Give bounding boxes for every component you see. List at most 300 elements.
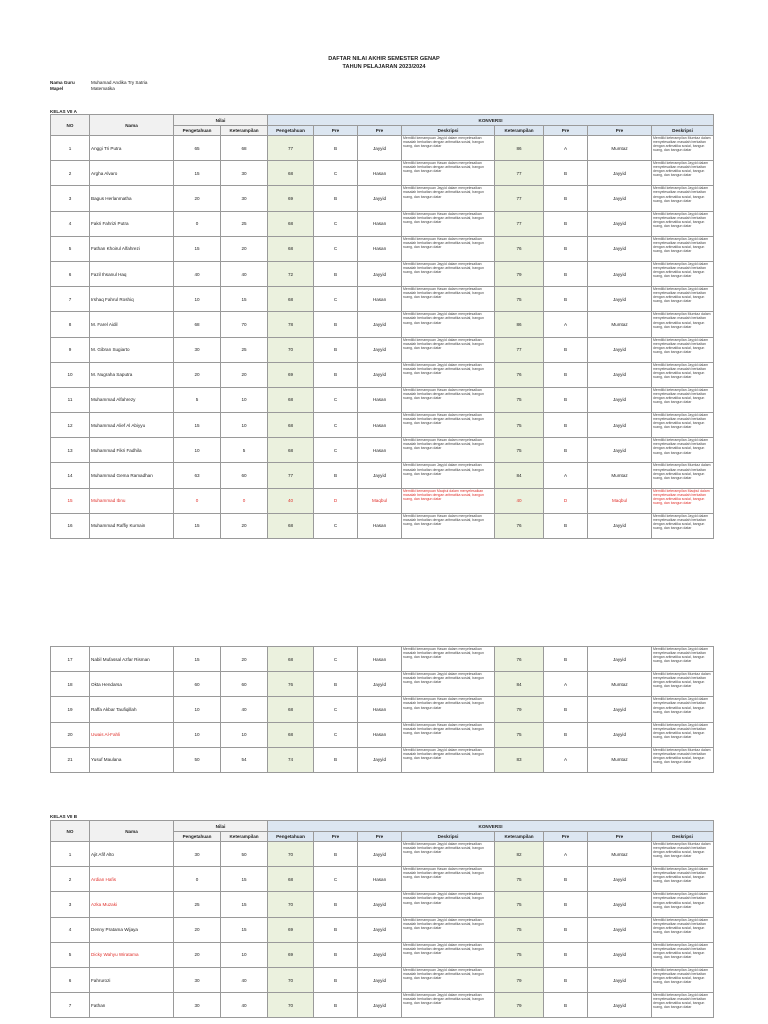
predikat-pengetahuan: Hasan	[358, 438, 402, 463]
table-row	[51, 892, 714, 917]
konversi-pengetahuan: 77	[268, 463, 314, 488]
pre-letter-pengetahuan: B	[314, 967, 358, 992]
konversi-pengetahuan: 68	[268, 513, 314, 538]
nilai-pengetahuan: 15	[174, 647, 221, 672]
table-row	[51, 186, 714, 211]
table-row	[51, 967, 714, 992]
nilai-pengetahuan: 20	[174, 186, 221, 211]
pre-letter-pengetahuan: C	[314, 438, 358, 463]
nilai-pengetahuan: 30	[174, 967, 221, 992]
predikat-keterampilan: Jayyid	[588, 967, 652, 992]
col-header-predikat-p: Pre	[358, 832, 402, 842]
deskripsi-keterampilan: Memiliki keterampilan Mumtaz dalam menyelesaikan masalah berkaitan dengan aritmatika sosial, bangun ruang, dan bangun datar	[652, 842, 714, 867]
col-header-predikat-p: Pre	[358, 126, 402, 136]
pre-letter-keterampilan: B	[544, 513, 588, 538]
deskripsi-keterampilan: Memiliki keterampilan Mumtaz dalam menyelesaikan masalah berkaitan dengan aritmatika sosial, bangun ruang, dan bangun datar	[652, 312, 714, 337]
row-number: 7	[51, 287, 90, 312]
nilai-pengetahuan: 40	[174, 261, 221, 286]
predikat-keterampilan: Mumtaz	[588, 842, 652, 867]
predikat-pengetahuan: Jayyid	[358, 747, 402, 772]
nilai-pengetahuan: 10	[174, 722, 221, 747]
nilai-keterampilan: 25	[221, 337, 268, 362]
row-number: 16	[51, 513, 90, 538]
row-number: 5	[51, 236, 90, 261]
predikat-keterampilan: Jayyid	[588, 438, 652, 463]
subject-info	[50, 86, 115, 91]
konversi-keterampilan: 75	[495, 438, 544, 463]
konversi-keterampilan: 75	[495, 387, 544, 412]
subject-label: Mapel	[50, 86, 64, 91]
pre-letter-keterampilan: B	[544, 942, 588, 967]
nilai-pengetahuan: 0	[174, 488, 221, 513]
nilai-pengetahuan: 20	[174, 917, 221, 942]
konversi-pengetahuan: 76	[268, 672, 314, 697]
pre-letter-keterampilan: B	[544, 697, 588, 722]
konversi-pengetahuan: 70	[268, 337, 314, 362]
col-header-nama: Nama	[90, 821, 174, 842]
row-number: 18	[51, 672, 90, 697]
deskripsi-keterampilan: Memiliki keterampilan Jayyid dalam menyelesaikan masalah berkaitan dengan aritmatika sosial, bangun ruang, dan bangun datar	[652, 261, 714, 286]
konversi-pengetahuan: 68	[268, 438, 314, 463]
deskripsi-keterampilan: Memiliki keterampilan Jayyid dalam menyelesaikan masalah berkaitan dengan aritmatika sosial, bangun ruang, dan bangun datar	[652, 236, 714, 261]
col-header-konv-keterampilan: Keterampilan	[495, 126, 544, 136]
deskripsi-pengetahuan: Memiliki kemampuan Hasan dalam menyelesaikan masalah berkaitan dengan aritmatika sosial, bangun ruang, dan bangun datar	[402, 387, 495, 412]
pre-letter-pengetahuan: C	[314, 697, 358, 722]
teacher-label: Nama Guru	[50, 80, 75, 85]
predikat-pengetahuan: Jayyid	[358, 917, 402, 942]
student-name: Fakri Fahrizi Putra	[90, 211, 174, 236]
deskripsi-keterampilan: Memiliki keterampilan Jayyid dalam menyelesaikan masalah berkaitan dengan aritmatika sosial, bangun ruang, dan bangun datar	[652, 697, 714, 722]
konversi-pengetahuan: 69	[268, 186, 314, 211]
teacher-value: Muhamad Andika Try Satria	[91, 80, 148, 85]
col-header-pre-k: Pre	[544, 126, 588, 136]
deskripsi-pengetahuan: Memiliki kemampuan Hasan dalam menyelesaikan masalah berkaitan dengan aritmatika sosial, bangun ruang, dan bangun datar	[402, 236, 495, 261]
nilai-pengetahuan: 60	[174, 672, 221, 697]
row-number: 7	[51, 993, 90, 1018]
deskripsi-pengetahuan: Memiliki kemampuan Jayyid dalam menyelesaikan masalah berkaitan dengan aritmatika sosial, bangun ruang, dan bangun datar	[402, 261, 495, 286]
table-row	[51, 136, 714, 161]
predikat-keterampilan: Jayyid	[588, 261, 652, 286]
deskripsi-keterampilan: Memiliki keterampilan Jayyid dalam menyelesaikan masalah berkaitan dengan aritmatika sosial, bangun ruang, dan bangun datar	[652, 186, 714, 211]
pre-letter-pengetahuan: C	[314, 513, 358, 538]
konversi-pengetahuan: 68	[268, 161, 314, 186]
row-number: 20	[51, 722, 90, 747]
predikat-pengetahuan: Hasan	[358, 287, 402, 312]
col-header-predikat-k: Pre	[588, 126, 652, 136]
pre-letter-pengetahuan: B	[314, 917, 358, 942]
predikat-pengetahuan: Hasan	[358, 161, 402, 186]
pre-letter-keterampilan: B	[544, 211, 588, 236]
student-name: Muhammad Fikri Fadhila	[90, 438, 174, 463]
teacher-info	[50, 80, 147, 85]
document-subtitle: TAHUN PELAJARAN 2023/2024	[342, 64, 426, 70]
col-header-no: NO	[51, 821, 90, 842]
predikat-keterampilan: Mumtaz	[588, 463, 652, 488]
nilai-pengetahuan: 15	[174, 413, 221, 438]
pre-letter-pengetahuan: D	[314, 488, 358, 513]
pre-letter-pengetahuan: C	[314, 647, 358, 672]
col-header-nilai-pengetahuan: Pengetahuan	[174, 126, 221, 136]
pre-letter-pengetahuan: B	[314, 747, 358, 772]
table-row	[51, 362, 714, 387]
nilai-keterampilan: 15	[221, 917, 268, 942]
nilai-pengetahuan: 0	[174, 211, 221, 236]
deskripsi-pengetahuan: Memiliki kemampuan Jayyid dalam menyelesaikan masalah berkaitan dengan aritmatika sosial, bangun ruang, dan bangun datar	[402, 463, 495, 488]
konversi-keterampilan: 84	[495, 463, 544, 488]
deskripsi-pengetahuan: Memiliki kemampuan Jayyid dalam menyelesaikan masalah berkaitan dengan aritmatika sosial, bangun ruang, dan bangun datar	[402, 967, 495, 992]
table-row	[51, 942, 714, 967]
nilai-pengetahuan: 20	[174, 362, 221, 387]
deskripsi-pengetahuan: Memiliki kemampuan Jayyid dalam menyelesaikan masalah berkaitan dengan aritmatika sosial, bangun ruang, dan bangun datar	[402, 747, 495, 772]
konversi-keterampilan: 77	[495, 161, 544, 186]
pre-letter-pengetahuan: B	[314, 337, 358, 362]
student-name: Muhammad Alfahrezy	[90, 387, 174, 412]
class-a-table-continued	[50, 646, 714, 773]
row-number: 6	[51, 967, 90, 992]
table-row	[51, 211, 714, 236]
nilai-keterampilan: 25	[221, 211, 268, 236]
col-header-deskripsi-p: Deskripsi	[402, 126, 495, 136]
konversi-keterampilan: 76	[495, 647, 544, 672]
konversi-keterampilan: 75	[495, 413, 544, 438]
deskripsi-pengetahuan: Memiliki kemampuan Maqbul dalam menyelesaikan masalah berkaitan dengan aritmatika sosial, bangun ruang, dan bangun datar	[402, 488, 495, 513]
pre-letter-keterampilan: A	[544, 463, 588, 488]
pre-letter-keterampilan: A	[544, 842, 588, 867]
predikat-pengetahuan: Jayyid	[358, 993, 402, 1018]
pre-letter-pengetahuan: B	[314, 186, 358, 211]
deskripsi-pengetahuan: Memiliki kemampuan Jayyid dalam menyelesaikan masalah berkaitan dengan aritmatika sosial, bangun ruang, dan bangun datar	[402, 362, 495, 387]
konversi-pengetahuan: 70	[268, 842, 314, 867]
nilai-keterampilan: 60	[221, 463, 268, 488]
student-name: Muhammad Ibnu	[90, 488, 174, 513]
predikat-pengetahuan: Hasan	[358, 211, 402, 236]
nilai-keterampilan: 10	[221, 942, 268, 967]
konversi-keterampilan: 40	[495, 488, 544, 513]
student-name: Muhammad Alief Al Abiyyu	[90, 413, 174, 438]
pre-letter-pengetahuan: C	[314, 236, 358, 261]
konversi-keterampilan: 79	[495, 697, 544, 722]
row-number: 2	[51, 161, 90, 186]
nilai-pengetahuan: 10	[174, 697, 221, 722]
student-name: Fazil Ihsanul Haq	[90, 261, 174, 286]
predikat-pengetahuan: Hasan	[358, 236, 402, 261]
predikat-pengetahuan: Hasan	[358, 697, 402, 722]
konversi-keterampilan: 77	[495, 337, 544, 362]
pre-letter-keterampilan: B	[544, 438, 588, 463]
student-name: Fathan	[90, 993, 174, 1018]
pre-letter-keterampilan: B	[544, 917, 588, 942]
table-row	[51, 747, 714, 772]
col-header-nilai-keterampilan: Keterampilan	[221, 832, 268, 842]
deskripsi-keterampilan: Memiliki keterampilan Mumtaz dalam menyelesaikan masalah berkaitan dengan aritmatika sosial, bangun ruang, dan bangun datar	[652, 672, 714, 697]
student-name: M. Gibran Sugiarto	[90, 337, 174, 362]
predikat-keterampilan: Jayyid	[588, 993, 652, 1018]
student-name: Raffa Akbar Taufiqillah	[90, 697, 174, 722]
konversi-pengetahuan: 68	[268, 287, 314, 312]
col-header-konv-pengetahuan: Pengetahuan	[268, 126, 314, 136]
predikat-pengetahuan: Jayyid	[358, 842, 402, 867]
col-header-nilai-pengetahuan: Pengetahuan	[174, 832, 221, 842]
pre-letter-keterampilan: B	[544, 387, 588, 412]
predikat-keterampilan: Jayyid	[588, 186, 652, 211]
table-row	[51, 488, 714, 513]
student-name: Uwais Al-Fahli	[90, 722, 174, 747]
nilai-keterampilan: 15	[221, 892, 268, 917]
pre-letter-keterampilan: B	[544, 337, 588, 362]
konversi-keterampilan: 79	[495, 967, 544, 992]
nilai-keterampilan: 60	[221, 672, 268, 697]
konversi-pengetahuan: 69	[268, 942, 314, 967]
table-row	[51, 513, 714, 538]
deskripsi-keterampilan: Memiliki keterampilan Jayyid dalam menyelesaikan masalah berkaitan dengan aritmatika sosial, bangun ruang, dan bangun datar	[652, 967, 714, 992]
konversi-keterampilan: 79	[495, 993, 544, 1018]
row-number: 8	[51, 312, 90, 337]
row-number: 14	[51, 463, 90, 488]
pre-letter-keterampilan: B	[544, 647, 588, 672]
nilai-keterampilan: 40	[221, 967, 268, 992]
col-header-konversi: KONVERSI	[268, 115, 714, 126]
pre-letter-keterampilan: B	[544, 867, 588, 892]
student-name: Okta Hendarsa	[90, 672, 174, 697]
nilai-pengetahuan: 10	[174, 287, 221, 312]
predikat-pengetahuan: Hasan	[358, 413, 402, 438]
deskripsi-pengetahuan: Memiliki kemampuan Hasan dalam menyelesaikan masalah berkaitan dengan aritmatika sosial, bangun ruang, dan bangun datar	[402, 697, 495, 722]
nilai-keterampilan: 40	[221, 697, 268, 722]
subject-value: Matematika	[91, 86, 115, 91]
pre-letter-pengetahuan: C	[314, 413, 358, 438]
konversi-keterampilan: 77	[495, 186, 544, 211]
deskripsi-keterampilan: Memiliki keterampilan Jayyid dalam menyelesaikan masalah berkaitan dengan aritmatika sosial, bangun ruang, dan bangun datar	[652, 892, 714, 917]
konversi-pengetahuan: 68	[268, 211, 314, 236]
row-number: 21	[51, 747, 90, 772]
predikat-keterampilan: Jayyid	[588, 387, 652, 412]
predikat-keterampilan: Mumtaz	[588, 672, 652, 697]
student-name: Denny Pratama Wijaya	[90, 917, 174, 942]
row-number: 10	[51, 362, 90, 387]
nilai-pengetahuan: 25	[174, 892, 221, 917]
pre-letter-pengetahuan: C	[314, 211, 358, 236]
row-number: 1	[51, 842, 90, 867]
deskripsi-keterampilan: Memiliki keterampilan Jayyid dalam menyelesaikan masalah berkaitan dengan aritmatika sosial, bangun ruang, dan bangun datar	[652, 722, 714, 747]
predikat-pengetahuan: Maqbul	[358, 488, 402, 513]
predikat-pengetahuan: Jayyid	[358, 362, 402, 387]
nilai-keterampilan: 30	[221, 161, 268, 186]
deskripsi-pengetahuan: Memiliki kemampuan Hasan dalam menyelesaikan masalah berkaitan dengan aritmatika sosial, bangun ruang, dan bangun datar	[402, 867, 495, 892]
student-name: Bagus Herlanmatha	[90, 186, 174, 211]
pre-letter-pengetahuan: B	[314, 463, 358, 488]
predikat-keterampilan: Jayyid	[588, 867, 652, 892]
pre-letter-keterampilan: B	[544, 161, 588, 186]
deskripsi-pengetahuan: Memiliki kemampuan Jayyid dalam menyelesaikan masalah berkaitan dengan aritmatika sosial, bangun ruang, dan bangun datar	[402, 136, 495, 161]
predikat-keterampilan: Jayyid	[588, 161, 652, 186]
konversi-keterampilan: 86	[495, 136, 544, 161]
student-name: Irshaq Fahrul Roshiq	[90, 287, 174, 312]
predikat-pengetahuan: Hasan	[358, 867, 402, 892]
konversi-pengetahuan: 68	[268, 867, 314, 892]
pre-letter-keterampilan: A	[544, 672, 588, 697]
predikat-keterampilan: Maqbul	[588, 488, 652, 513]
pre-letter-pengetahuan: C	[314, 722, 358, 747]
class-a-table	[50, 114, 714, 539]
nilai-pengetahuan: 30	[174, 337, 221, 362]
predikat-pengetahuan: Hasan	[358, 647, 402, 672]
table-row	[51, 337, 714, 362]
nilai-keterampilan: 20	[221, 362, 268, 387]
deskripsi-keterampilan: Memiliki keterampilan Jayyid dalam menyelesaikan masalah berkaitan dengan aritmatika sosial, bangun ruang, dan bangun datar	[652, 161, 714, 186]
deskripsi-pengetahuan: Memiliki kemampuan Jayyid dalam menyelesaikan masalah berkaitan dengan aritmatika sosial, bangun ruang, dan bangun datar	[402, 337, 495, 362]
predikat-keterampilan: Jayyid	[588, 337, 652, 362]
konversi-keterampilan: 76	[495, 362, 544, 387]
deskripsi-pengetahuan: Memiliki kemampuan Hasan dalam menyelesaikan masalah berkaitan dengan aritmatika sosial, bangun ruang, dan bangun datar	[402, 287, 495, 312]
deskripsi-keterampilan: Memiliki keterampilan Jayyid dalam menyelesaikan masalah berkaitan dengan aritmatika sosial, bangun ruang, dan bangun datar	[652, 917, 714, 942]
deskripsi-keterampilan: Memiliki keterampilan Jayyid dalam menyelesaikan masalah berkaitan dengan aritmatika sosial, bangun ruang, dan bangun datar	[652, 337, 714, 362]
table-row	[51, 993, 714, 1018]
nilai-pengetahuan: 63	[174, 463, 221, 488]
row-number: 2	[51, 867, 90, 892]
table-row	[51, 867, 714, 892]
student-name: Ardian Hafis	[90, 867, 174, 892]
student-name: M. Farel Aidil	[90, 312, 174, 337]
pre-letter-pengetahuan: B	[314, 261, 358, 286]
pre-letter-pengetahuan: B	[314, 362, 358, 387]
student-name: Fathan Khoirul Alfahrezi	[90, 236, 174, 261]
deskripsi-pengetahuan: Memiliki kemampuan Jayyid dalam menyelesaikan masalah berkaitan dengan aritmatika sosial, bangun ruang, dan bangun datar	[402, 917, 495, 942]
student-name: Argha Alvaro	[90, 161, 174, 186]
table-row	[51, 697, 714, 722]
table-row	[51, 647, 714, 672]
pre-letter-keterampilan: B	[544, 287, 588, 312]
predikat-keterampilan: Jayyid	[588, 362, 652, 387]
nilai-keterampilan: 50	[221, 842, 268, 867]
row-number: 3	[51, 892, 90, 917]
nilai-pengetahuan: 20	[174, 942, 221, 967]
table-row	[51, 236, 714, 261]
deskripsi-keterampilan: Memiliki keterampilan Jayyid dalam menyelesaikan masalah berkaitan dengan aritmatika sosial, bangun ruang, dan bangun datar	[652, 647, 714, 672]
deskripsi-keterampilan: Memiliki keterampilan Jayyid dalam menyelesaikan masalah berkaitan dengan aritmatika sosial, bangun ruang, dan bangun datar	[652, 867, 714, 892]
konversi-pengetahuan: 70	[268, 892, 314, 917]
row-number: 19	[51, 697, 90, 722]
row-number: 4	[51, 211, 90, 236]
student-name: Dicky Wahyu Wiratama	[90, 942, 174, 967]
predikat-pengetahuan: Jayyid	[358, 892, 402, 917]
deskripsi-keterampilan: Memiliki keterampilan Jayyid dalam menyelesaikan masalah berkaitan dengan aritmatika sosial, bangun ruang, dan bangun datar	[652, 362, 714, 387]
student-name: Fahrurozi	[90, 967, 174, 992]
konversi-keterampilan: 86	[495, 312, 544, 337]
deskripsi-keterampilan: Memiliki keterampilan Maqbul dalam menyelesaikan masalah berkaitan dengan aritmatika sosial, bangun ruang, dan bangun datar	[652, 488, 714, 513]
pre-letter-pengetahuan: C	[314, 287, 358, 312]
nilai-keterampilan: 54	[221, 747, 268, 772]
col-header-deskripsi-k: Deskripsi	[652, 832, 714, 842]
pre-letter-pengetahuan: B	[314, 892, 358, 917]
table-row	[51, 917, 714, 942]
konversi-keterampilan: 75	[495, 892, 544, 917]
pre-letter-pengetahuan: B	[314, 842, 358, 867]
pre-letter-keterampilan: B	[544, 413, 588, 438]
table-row	[51, 842, 714, 867]
konversi-keterampilan: 76	[495, 236, 544, 261]
predikat-pengetahuan: Jayyid	[358, 136, 402, 161]
deskripsi-keterampilan: Memiliki keterampilan Jayyid dalam menyelesaikan masalah berkaitan dengan aritmatika sosial, bangun ruang, dan bangun datar	[652, 993, 714, 1018]
konversi-pengetahuan: 68	[268, 697, 314, 722]
col-header-predikat-k: Pre	[588, 832, 652, 842]
predikat-pengetahuan: Hasan	[358, 387, 402, 412]
pre-letter-pengetahuan: B	[314, 942, 358, 967]
nilai-pengetahuan: 0	[174, 867, 221, 892]
konversi-pengetahuan: 68	[268, 413, 314, 438]
pre-letter-keterampilan: A	[544, 136, 588, 161]
table-row	[51, 312, 714, 337]
nilai-keterampilan: 40	[221, 993, 268, 1018]
pre-letter-keterampilan: D	[544, 488, 588, 513]
table-row	[51, 161, 714, 186]
nilai-keterampilan: 0	[221, 488, 268, 513]
pre-letter-pengetahuan: C	[314, 387, 358, 412]
konversi-keterampilan: 75	[495, 942, 544, 967]
nilai-keterampilan: 20	[221, 647, 268, 672]
pre-letter-pengetahuan: C	[314, 867, 358, 892]
pre-letter-pengetahuan: B	[314, 672, 358, 697]
konversi-keterampilan: 84	[495, 672, 544, 697]
student-name: Nabil Mufassal Azfar Risman	[90, 647, 174, 672]
konversi-keterampilan: 75	[495, 867, 544, 892]
deskripsi-pengetahuan: Memiliki kemampuan Hasan dalam menyelesaikan masalah berkaitan dengan aritmatika sosial, bangun ruang, dan bangun datar	[402, 413, 495, 438]
nilai-keterampilan: 5	[221, 438, 268, 463]
konversi-pengetahuan: 78	[268, 312, 314, 337]
col-header-konv-pengetahuan: Pengetahuan	[268, 832, 314, 842]
table-row	[51, 413, 714, 438]
nilai-keterampilan: 10	[221, 722, 268, 747]
deskripsi-pengetahuan: Memiliki kemampuan Jayyid dalam menyelesaikan masalah berkaitan dengan aritmatika sosial, bangun ruang, dan bangun datar	[402, 842, 495, 867]
class-b-table	[50, 820, 714, 1018]
class-b-label: KELAS VII B	[50, 814, 78, 819]
predikat-pengetahuan: Jayyid	[358, 186, 402, 211]
pre-letter-keterampilan: B	[544, 993, 588, 1018]
predikat-pengetahuan: Hasan	[358, 722, 402, 747]
row-number: 12	[51, 413, 90, 438]
table-row	[51, 387, 714, 412]
predikat-keterampilan: Jayyid	[588, 211, 652, 236]
konversi-pengetahuan: 69	[268, 362, 314, 387]
pre-letter-keterampilan: B	[544, 722, 588, 747]
predikat-pengetahuan: Jayyid	[358, 672, 402, 697]
col-header-konversi: KONVERSI	[268, 821, 714, 832]
nilai-pengetahuan: 15	[174, 161, 221, 186]
pre-letter-keterampilan: A	[544, 312, 588, 337]
deskripsi-pengetahuan: Memiliki kemampuan Jayyid dalam menyelesaikan masalah berkaitan dengan aritmatika sosial, bangun ruang, dan bangun datar	[402, 942, 495, 967]
row-number: 3	[51, 186, 90, 211]
row-number: 9	[51, 337, 90, 362]
nilai-pengetahuan: 5	[174, 387, 221, 412]
student-name: Azka Muzaki	[90, 892, 174, 917]
pre-letter-keterampilan: B	[544, 892, 588, 917]
deskripsi-pengetahuan: Memiliki kemampuan Hasan dalam menyelesaikan masalah berkaitan dengan aritmatika sosial, bangun ruang, dan bangun datar	[402, 513, 495, 538]
deskripsi-keterampilan: Memiliki keterampilan Mumtaz dalam menyelesaikan masalah berkaitan dengan aritmatika sosial, bangun ruang, dan bangun datar	[652, 747, 714, 772]
nilai-keterampilan: 10	[221, 387, 268, 412]
nilai-keterampilan: 70	[221, 312, 268, 337]
nilai-pengetahuan: 10	[174, 438, 221, 463]
nilai-keterampilan: 10	[221, 413, 268, 438]
konversi-pengetahuan: 68	[268, 236, 314, 261]
nilai-pengetahuan: 30	[174, 842, 221, 867]
nilai-keterampilan: 40	[221, 261, 268, 286]
konversi-keterampilan: 75	[495, 917, 544, 942]
deskripsi-pengetahuan: Memiliki kemampuan Hasan dalam menyelesaikan masalah berkaitan dengan aritmatika sosial, bangun ruang, dan bangun datar	[402, 438, 495, 463]
deskripsi-keterampilan: Memiliki keterampilan Jayyid dalam menyelesaikan masalah berkaitan dengan aritmatika sosial, bangun ruang, dan bangun datar	[652, 387, 714, 412]
col-header-nilai: Nilai	[174, 115, 268, 126]
student-name: Ajit Afif Alto	[90, 842, 174, 867]
nilai-pengetahuan: 65	[174, 136, 221, 161]
konversi-keterampilan: 76	[495, 513, 544, 538]
